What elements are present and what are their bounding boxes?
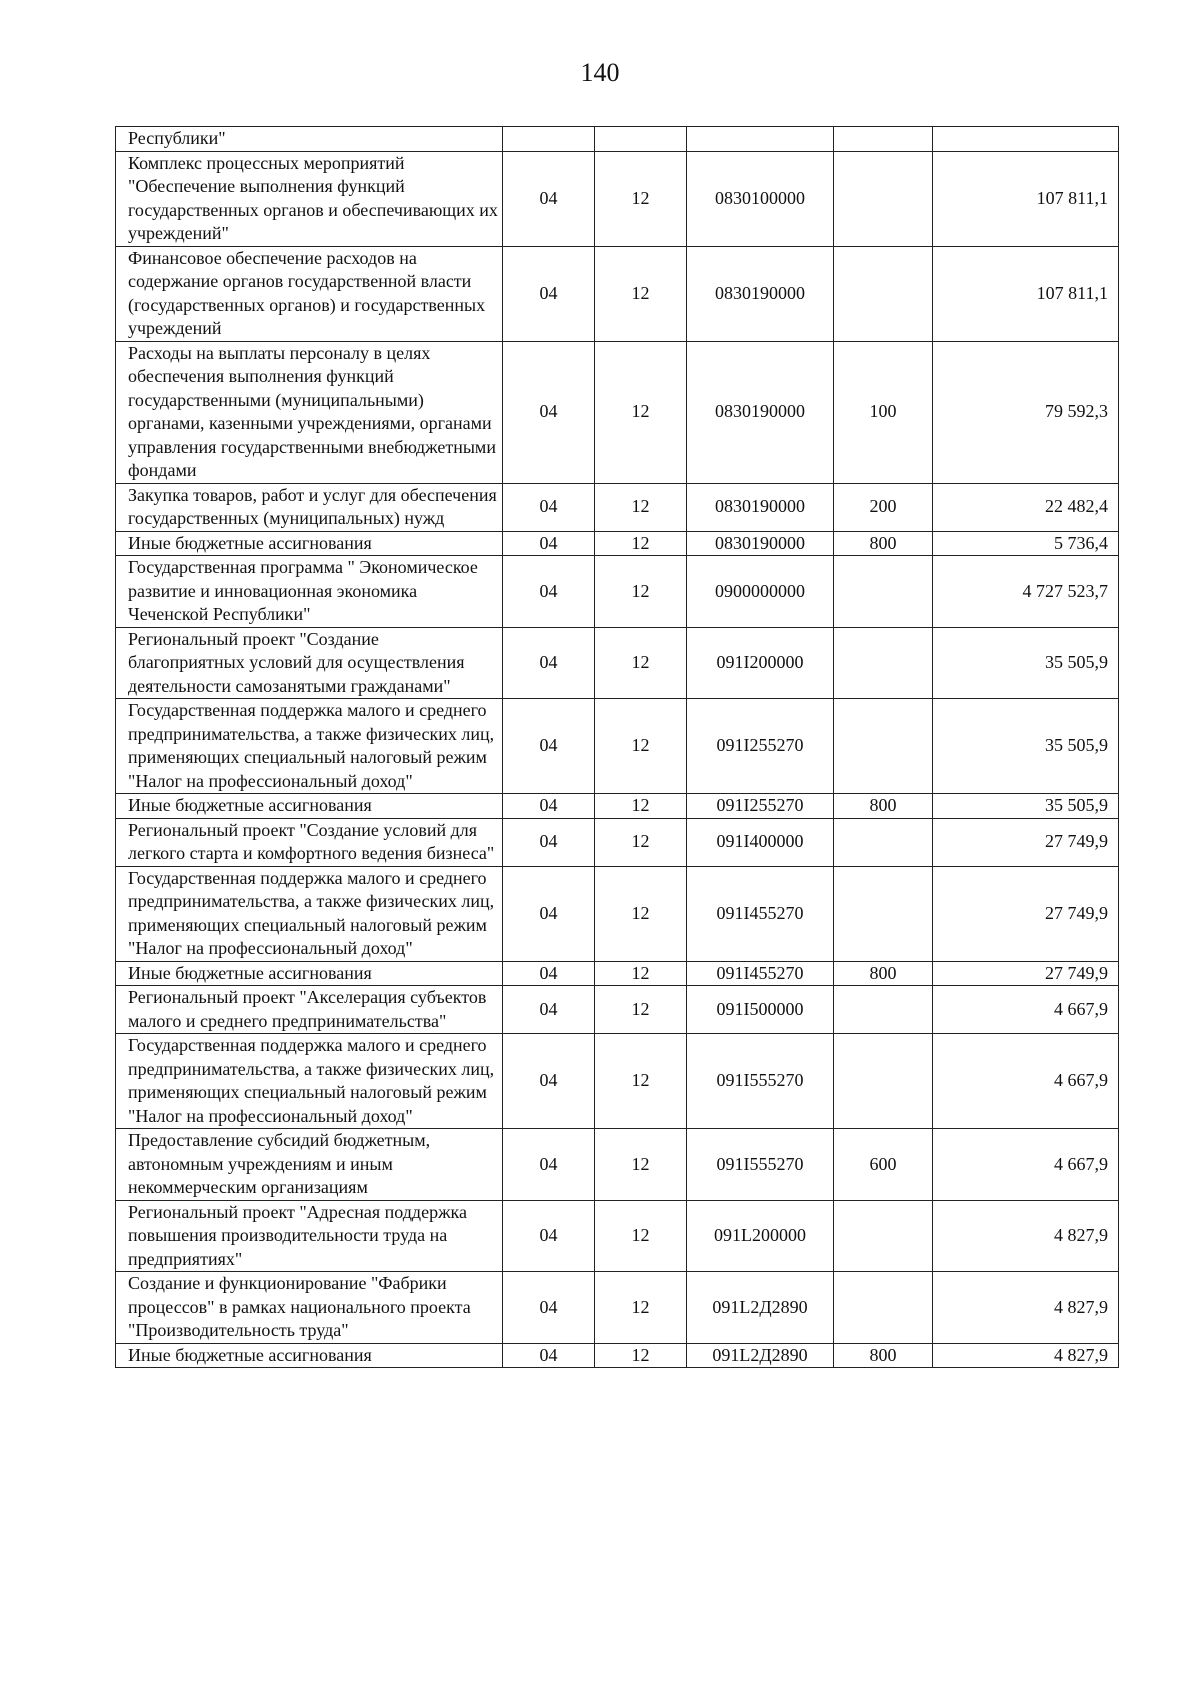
row-section: 04 [503,556,595,628]
row-subsection: 12 [595,699,687,794]
table-row [116,1200,1119,1272]
row-section: 04 [503,1272,595,1344]
table-row [116,483,1119,531]
row-target-article: 091I455270 [687,961,834,986]
row-section: 04 [503,699,595,794]
table-row [116,1343,1119,1368]
row-section: 04 [503,986,595,1034]
row-section: 04 [503,1343,595,1368]
row-expense-type [834,556,933,628]
row-amount: 27 749,9 [933,818,1119,866]
row-subsection: 12 [595,866,687,961]
row-target-article: 091I455270 [687,866,834,961]
row-target-article: 091I400000 [687,818,834,866]
row-name: Государственная поддержка малого и среднего предпринимательства, а также физических лиц, применяющих специальный налоговый режим "Налог на профессиональный доход" [116,1034,503,1129]
row-expense-type: 800 [834,531,933,556]
row-name: Расходы на выплаты персоналу в целях обеспечения выполнения функций государственными (муниципальными) органами, казенными учреждениями, органами управления государственными внебюджетными фондами [116,341,503,483]
row-target-article: 091I555270 [687,1129,834,1201]
row-target-article [687,127,834,152]
row-amount: 4 667,9 [933,1034,1119,1129]
row-amount: 35 505,9 [933,627,1119,699]
row-target-article: 091L2Д2890 [687,1343,834,1368]
row-amount: 27 749,9 [933,866,1119,961]
row-expense-type [834,1034,933,1129]
row-amount: 4 667,9 [933,986,1119,1034]
row-section: 04 [503,1200,595,1272]
row-section: 04 [503,627,595,699]
row-target-article: 0830190000 [687,531,834,556]
table-row [116,1034,1119,1129]
table-row [116,246,1119,341]
row-subsection: 12 [595,341,687,483]
row-name: Иные бюджетные ассигнования [116,961,503,986]
row-name: Закупка товаров, работ и услуг для обеспечения государственных (муниципальных) нужд [116,483,503,531]
row-name: Создание и функционирование "Фабрики процессов" в рамках национального проекта "Производительность труда" [116,1272,503,1344]
row-target-article: 0830190000 [687,246,834,341]
row-expense-type [834,699,933,794]
row-subsection: 12 [595,986,687,1034]
row-expense-type [834,818,933,866]
table-row [116,556,1119,628]
row-name: Иные бюджетные ассигнования [116,1343,503,1368]
table-row [116,866,1119,961]
table-row [116,794,1119,819]
row-section: 04 [503,246,595,341]
row-name: Региональный проект "Адресная поддержка повышения производительности труда на предприятиях" [116,1200,503,1272]
row-target-article: 0900000000 [687,556,834,628]
table-row [116,961,1119,986]
table-row [116,699,1119,794]
row-name: Региональный проект "Создание условий для легкого старта и комфортного ведения бизнеса" [116,818,503,866]
table-row [116,341,1119,483]
row-target-article: 0830190000 [687,483,834,531]
row-amount: 107 811,1 [933,246,1119,341]
row-subsection: 12 [595,1129,687,1201]
row-subsection: 12 [595,531,687,556]
row-section: 04 [503,483,595,531]
row-name: Иные бюджетные ассигнования [116,794,503,819]
row-amount: 35 505,9 [933,699,1119,794]
row-amount: 27 749,9 [933,961,1119,986]
row-subsection: 12 [595,794,687,819]
row-subsection: 12 [595,246,687,341]
row-subsection: 12 [595,818,687,866]
row-amount: 4 827,9 [933,1343,1119,1368]
row-name: Государственная поддержка малого и среднего предпринимательства, а также физических лиц, применяющих специальный налоговый режим "Налог на профессиональный доход" [116,699,503,794]
row-subsection: 12 [595,1034,687,1129]
row-amount: 4 727 523,7 [933,556,1119,628]
row-name: Республики" [116,127,503,152]
row-subsection: 12 [595,1200,687,1272]
row-subsection: 12 [595,627,687,699]
row-amount: 4 667,9 [933,1129,1119,1201]
row-target-article: 0830100000 [687,151,834,246]
row-subsection: 12 [595,1343,687,1368]
row-expense-type: 800 [834,1343,933,1368]
row-section: 04 [503,1034,595,1129]
row-target-article: 0830190000 [687,341,834,483]
row-expense-type: 200 [834,483,933,531]
row-target-article: 091L2Д2890 [687,1272,834,1344]
table-row [116,151,1119,246]
row-amount: 4 827,9 [933,1272,1119,1344]
row-expense-type [834,246,933,341]
row-target-article: 091I500000 [687,986,834,1034]
row-name: Региональный проект "Создание благоприятных условий для осуществления деятельности самозанятыми гражданами" [116,627,503,699]
row-expense-type [834,866,933,961]
budget-table [115,126,1119,1368]
row-subsection: 12 [595,556,687,628]
row-target-article: 091I255270 [687,699,834,794]
row-expense-type [834,986,933,1034]
row-target-article: 091I200000 [687,627,834,699]
row-subsection: 12 [595,1272,687,1344]
table-row [116,127,1119,152]
row-expense-type [834,127,933,152]
row-expense-type: 600 [834,1129,933,1201]
row-name: Комплекс процессных мероприятий "Обеспечение выполнения функций государственных органов и обеспечивающих их учреждений" [116,151,503,246]
row-amount: 79 592,3 [933,341,1119,483]
table-row [116,1129,1119,1201]
row-name: Иные бюджетные ассигнования [116,531,503,556]
row-subsection: 12 [595,483,687,531]
row-name: Государственная поддержка малого и среднего предпринимательства, а также физических лиц, применяющих специальный налоговый режим "Налог на профессиональный доход" [116,866,503,961]
row-section: 04 [503,794,595,819]
row-target-article: 091L200000 [687,1200,834,1272]
row-expense-type [834,1200,933,1272]
table-row [116,627,1119,699]
row-amount: 5 736,4 [933,531,1119,556]
table-row [116,986,1119,1034]
row-expense-type: 100 [834,341,933,483]
table-row [116,818,1119,866]
row-subsection: 12 [595,151,687,246]
row-section: 04 [503,531,595,556]
row-section: 04 [503,1129,595,1201]
row-section: 04 [503,866,595,961]
row-amount [933,127,1119,152]
row-name: Государственная программа " Экономическое развитие и инновационная экономика Чеченской Республики" [116,556,503,628]
row-expense-type [834,627,933,699]
row-section: 04 [503,961,595,986]
row-section [503,127,595,152]
row-target-article: 091I255270 [687,794,834,819]
row-name: Региональный проект "Акселерация субъектов малого и среднего предпринимательства" [116,986,503,1034]
row-expense-type: 800 [834,794,933,819]
row-section: 04 [503,818,595,866]
row-amount: 22 482,4 [933,483,1119,531]
row-amount: 35 505,9 [933,794,1119,819]
row-expense-type [834,151,933,246]
row-target-article: 091I555270 [687,1034,834,1129]
row-name: Предоставление субсидий бюджетным, автономным учреждениям и иным некоммерческим организациям [116,1129,503,1201]
row-subsection: 12 [595,961,687,986]
row-amount: 4 827,9 [933,1200,1119,1272]
row-section: 04 [503,341,595,483]
table-row [116,1272,1119,1344]
row-expense-type: 800 [834,961,933,986]
row-name: Финансовое обеспечение расходов на содержание органов государственной власти (государственных органов) и государственных учреждений [116,246,503,341]
page-number: 140 [580,58,620,87]
row-subsection [595,127,687,152]
row-amount: 107 811,1 [933,151,1119,246]
budget-table-body [116,127,1119,1368]
row-expense-type [834,1272,933,1344]
row-section: 04 [503,151,595,246]
table-row [116,531,1119,556]
